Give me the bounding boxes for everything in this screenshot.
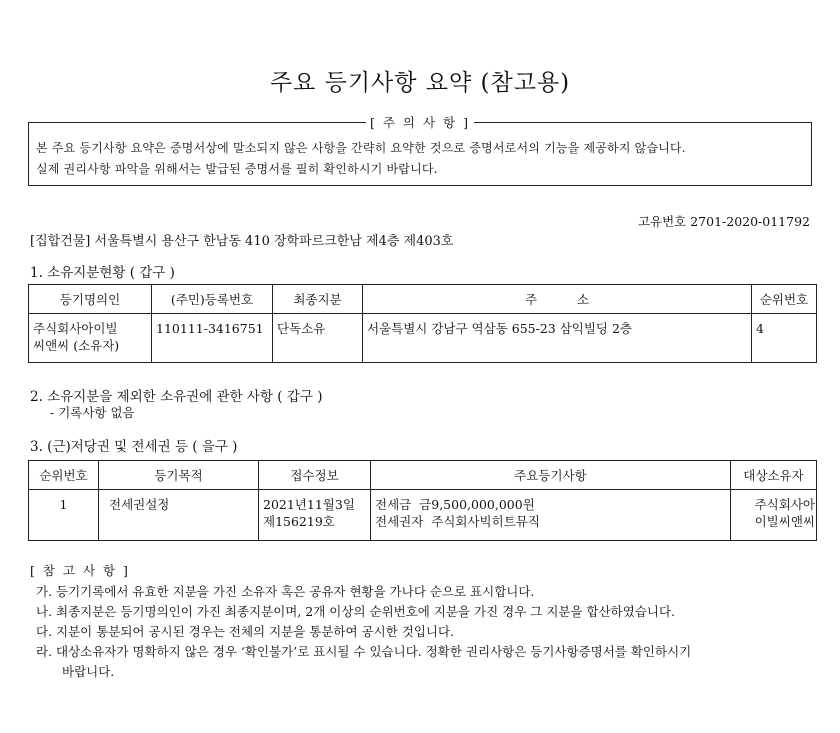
section2-note: - 기록사항 없음: [50, 405, 135, 420]
header-owner: 등기명의인: [29, 285, 152, 314]
reference-heading: [ 참 고 사 항 ]: [30, 563, 130, 578]
header-detail: 주요등기사항: [371, 461, 731, 490]
cell-owner: 주식회사아이빌 씨앤씨 (소유자): [29, 314, 152, 363]
notice-line-1: 본 주요 등기사항 요약은 증명서상에 말소되지 않은 사항을 간략히 요약한 것으로 증명서로서의 기능을 제공하지 않습니다.: [36, 141, 686, 155]
page-title: 주요 등기사항 요약 (참고용): [269, 70, 571, 96]
section3-title: 3. (근)저당권 및 전세권 등 ( 을구 ): [30, 439, 238, 455]
cell-address: 서울특별시 강남구 역삼동 655-23 삼익빌딩 2층: [363, 314, 752, 363]
notice-heading: [ 주 의 사 항 ]: [366, 115, 474, 130]
ownership-table: [28, 284, 817, 363]
header-purpose: 등기목적: [99, 461, 259, 490]
cell-purpose: 전세권설정: [99, 490, 259, 541]
cell-rank: 4: [752, 314, 817, 363]
cell-detail: 전세금 금9,500,000,000원 전세권자 주식회사빅히트뮤직: [371, 490, 731, 541]
table-row: [29, 490, 817, 541]
header-rank: 순위번호: [752, 285, 817, 314]
table-row: [29, 314, 817, 363]
section2-title: 2. 소유지분을 제외한 소유권에 관한 사항 ( 갑구 ): [30, 389, 323, 405]
header-share: 최종지분: [273, 285, 363, 314]
notice-line-2: 실제 권리사항 파악을 위해서는 발급된 증명서를 필히 확인하시기 바랍니다.: [36, 162, 438, 176]
reference-item: 가. 등기기록에서 유효한 지분을 가진 소유자 혹은 공유자 현황을 가나다 순으로 표시합니다.: [36, 584, 535, 599]
cell-receipt: 2021년11월3일 제156219호: [259, 490, 371, 541]
reference-continuation: 바랍니다.: [62, 664, 115, 679]
header-reg-no: (주민)등록번호: [152, 285, 273, 314]
notice-box: [28, 115, 812, 186]
unique-number: 고유번호 2701-2020-011792: [637, 214, 810, 229]
header-rank: 순위번호: [29, 461, 99, 490]
cell-share: 단독소유: [273, 314, 363, 363]
header-target: 대상소유자: [731, 461, 817, 490]
header-receipt: 접수정보: [259, 461, 371, 490]
header-address: 주 소: [363, 285, 752, 314]
cell-target: 주식회사아 이빌씨앤씨: [731, 490, 817, 541]
property-address: [집합건물] 서울특별시 용산구 한남동 410 장학파르크한남 제4층 제403호: [30, 234, 454, 249]
reference-item: 라. 대상소유자가 명확하지 않은 경우 ‘확인불가’로 표시될 수 있습니다. 정확한 권리사항은 등기사항증명서를 확인하시기: [36, 644, 692, 659]
reference-item: 나. 최종지분은 등기명의인이 가진 최종지분이며, 2개 이상의 순위번호에 지분을 가진 경우 그 지분을 합산하였습니다.: [36, 604, 676, 619]
table-header-row: [29, 285, 817, 314]
mortgage-table: [28, 460, 817, 541]
reference-item: 다. 지분이 통분되어 공시된 경우는 전체의 지분을 통분하여 공시한 것입니다.: [36, 624, 455, 639]
table-header-row: [29, 461, 817, 490]
cell-rank: 1: [29, 490, 99, 541]
section1-title: 1. 소유지분현황 ( 갑구 ): [30, 265, 175, 281]
cell-reg-no: 110111-3416751: [152, 314, 273, 363]
